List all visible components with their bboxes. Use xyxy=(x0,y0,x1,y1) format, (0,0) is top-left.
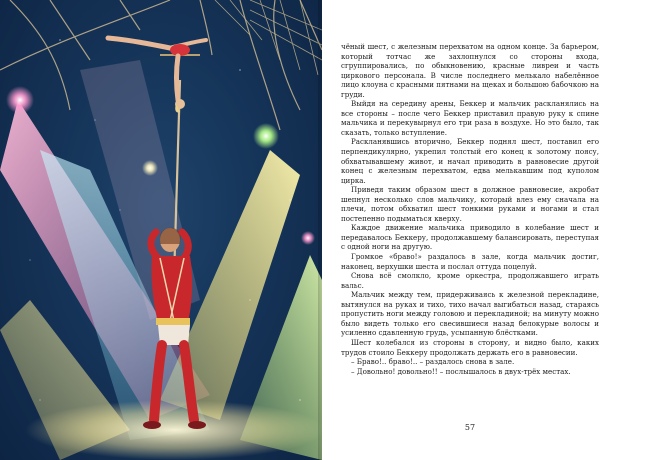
paragraph: чёный шест, с железным перехватом на одном конце. За барьером, который тотчас же захлопнулся со стороны входа, сгруппировались, по обыкновению, красные ливреи и часть циркового персонала. В числе последнего мелькало набелённое лицо клоуна с красными пятнами на щеках и большою бабочкою на груди. xyxy=(341,42,599,99)
illustration-canvas xyxy=(0,0,322,460)
spotlight-lamp-pink-right xyxy=(301,231,315,245)
paragraph: Громкое «браво!» раздалось в зале, когда мальчик достиг, наконец, верхушки шеста и послал оттуда поцелуй. xyxy=(341,252,599,271)
spotlight-lamp-yellow xyxy=(142,160,158,176)
paragraph: Каждое движение мальчика приводило в колебание шест и передавалось Беккеру, продолжавшему балансировать, переступая с одной ноги на другую. xyxy=(341,223,599,252)
circus-illustration xyxy=(0,0,322,460)
arena-floor-light xyxy=(25,400,322,460)
paragraph: Снова всё смолкло, кроме оркестра, продолжавшего играть вальс. xyxy=(341,271,599,290)
paragraph: Мальчик между тем, придерживаясь к железной перекладине, вытянулся на руках и тихо, тихо начал выгибаться назад, стараясь пропустить ноги между головою и перекладиной; на минуту можно было видеть только его свесившиеся назад белокурые волосы и усиленно сдавленную грудь, усыпанную блёстками. xyxy=(341,290,599,338)
spotlight-lamp-green xyxy=(253,123,279,149)
story-text xyxy=(341,42,599,376)
page-number: 57 xyxy=(464,423,476,432)
paragraph: Шест колебался из стороны в сторону, и видно было, каких трудов стоило Беккеру продолжать держать его в равновесии. xyxy=(341,337,599,357)
paragraph: – Довольно! довольно!! – послышалось в двух-трёх местах. xyxy=(351,366,571,376)
paragraph: Выйдя на середину арены, Беккер и мальчик раскланялись на все стороны – после чего Беккер приставил правую руку к спине мальчика и перекувырнул его три раза в воздухе. Но это было, так сказать, только вступление. xyxy=(341,99,599,137)
text-page xyxy=(322,0,645,460)
paragraph: Приведя таким образом шест в должное равновесие, акробат шепнул несколько слов мальчику, который влез ему сначала на плечи, потом обхватил шест тонкими руками и ногами и стал постепенно подыматься кверху. xyxy=(341,185,599,223)
paragraph: – Браво!.. браво!.. – раздалось снова в зале. xyxy=(351,357,515,367)
paragraph: Раскланявшись вторично, Беккер поднял шест, поставил его перпендикулярно, укрепил толстый его конец к золотому поясу, обхватывавшему живот, и начал приводить в равновесие другой конец с железным перехватом, едва мелькавшим под куполом цирка. xyxy=(341,137,599,185)
spotlight-lamp-pink xyxy=(6,86,34,114)
